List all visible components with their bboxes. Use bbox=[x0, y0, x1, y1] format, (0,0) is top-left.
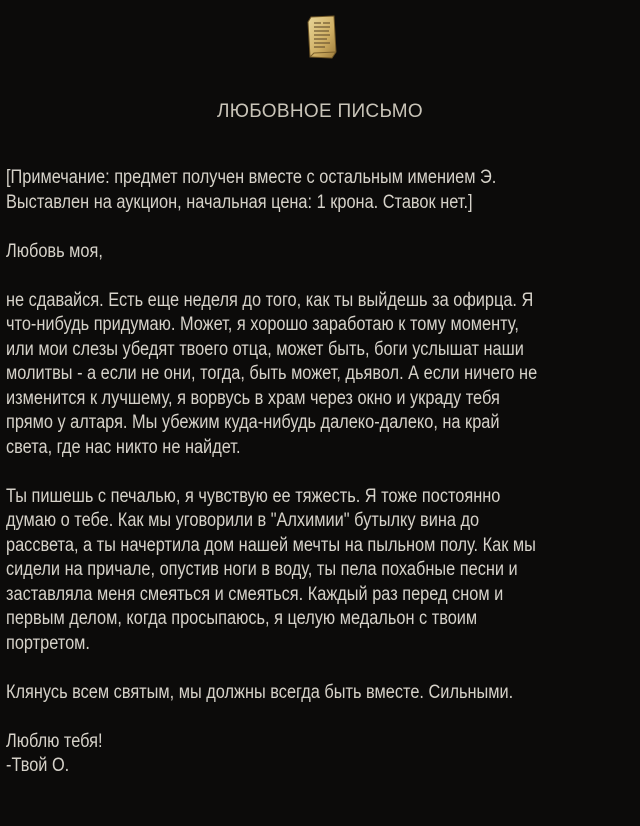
letter-line: сидели на причале, опустив ноги в воду, ты пела похабные песни и bbox=[6, 559, 518, 580]
letter-line: прямо у алтаря. Мы убежим куда-нибудь далеко-далеко, на край bbox=[6, 412, 500, 433]
letter-line: рассвета, а ты начертила дом нашей мечты на пыльном полу. Как мы bbox=[6, 534, 536, 556]
letter-line: или мои слезы убедят твоего отца, может быть, боги услышат наши bbox=[6, 338, 524, 360]
item-title: ЛЮБОВНОЕ ПИСЬМО bbox=[216, 101, 423, 122]
letter-line: изменится к лучшему, я ворвусь в храм через окно и украду тебя bbox=[6, 387, 500, 409]
letter-line: портретом. bbox=[6, 632, 90, 654]
scroll-letter-icon bbox=[305, 14, 339, 60]
letter-line: света, где нас никто не найдет. bbox=[6, 436, 241, 458]
letter-paragraph bbox=[6, 681, 640, 706]
letter-line: молитвы - а если не они, тогда, быть может, дьявол. А если ничего не bbox=[6, 363, 538, 384]
letter-line: Выставлен на аукцион, начальная цена: 1 крона. Ставок нет.] bbox=[6, 191, 473, 213]
letter-line: Клянусь всем святым, мы должны всегда быть вместе. Сильными. bbox=[6, 681, 514, 703]
letter-paragraph bbox=[6, 485, 640, 657]
letter-line: Ты пишешь с печалью, я чувствую ее тяжесть. Я тоже постоянно bbox=[6, 485, 501, 507]
letter-line: [Примечание: предмет получен вместе с остальным имением Э. bbox=[6, 167, 497, 188]
letter-line: -Твой О. bbox=[6, 755, 70, 776]
letter-line: что-нибудь придумаю. Может, я хорошо заработаю к тому моменту, bbox=[6, 314, 519, 335]
letter-paragraph bbox=[6, 166, 640, 215]
letter-body[interactable] bbox=[6, 166, 640, 779]
letter-line: Любовь моя, bbox=[6, 240, 103, 262]
letter-paragraph bbox=[6, 730, 640, 779]
letter-line: первым делом, когда просыпаюсь, я целую медальон с твоим bbox=[6, 608, 478, 629]
letter-line: не сдавайся. Есть еще неделя до того, как ты выйдешь за офирца. Я bbox=[6, 289, 534, 311]
letter-paragraph bbox=[6, 240, 640, 265]
letter-line: заставляла меня смеяться и смеяться. Каждый раз перед сном и bbox=[6, 583, 504, 605]
letter-paragraph bbox=[6, 289, 640, 461]
letter-line: думаю о тебе. Как мы уговорили в "Алхимии" бутылку вина до bbox=[6, 510, 480, 531]
letter-line: Люблю тебя! bbox=[6, 730, 103, 752]
